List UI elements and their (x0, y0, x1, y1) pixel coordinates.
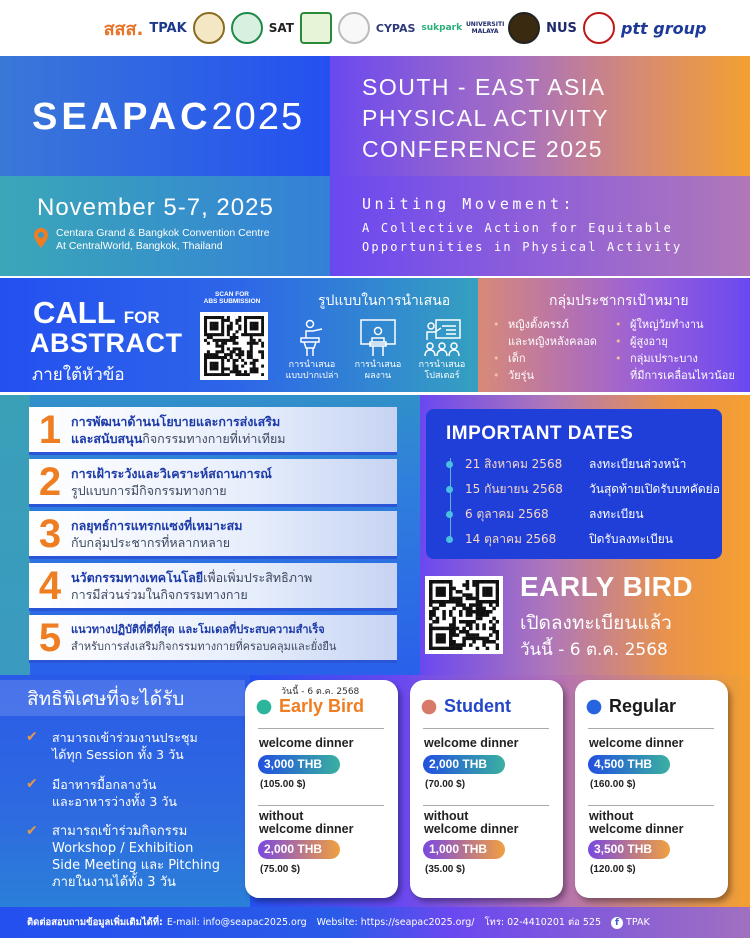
hero-date-panel (0, 176, 330, 276)
card-header: Regular (585, 696, 676, 717)
without-dinner-label: without welcome dinner (424, 809, 519, 836)
without-dinner-label: without welcome dinner (589, 809, 684, 836)
logo-sukpark: sukpark (421, 23, 463, 33)
contact-email-link[interactable]: E-mail: info@seapac2025.org (166, 917, 307, 928)
topic-text: การเฝ้าระวังและวิเคราะห์สถานการณ์ รูปแบบการมีกิจกรรมทางกาย (71, 465, 272, 498)
scan-label: SCAN FOR ABS SUBMISSION (203, 291, 261, 305)
topic-1 (29, 407, 397, 455)
divider (258, 728, 384, 729)
logo-nus: NUS (546, 20, 577, 36)
price-card-early-bird (245, 680, 398, 898)
date-event: วันสุดท้ายเปิดรับบทคัดย่อ (589, 482, 720, 496)
price-card-student (410, 680, 563, 898)
target-list-2 (612, 316, 735, 384)
with-dinner-label: welcome dinner (424, 736, 519, 750)
topic-text: แนวทางปฏิบัติที่ดีที่สุด และโมเดลที่ประสบความสำเร็จ สำหรับการส่งเสริมกิจกรรมทางกายที่ครอบคลุมและยั่งยืน (71, 622, 337, 653)
card-header: Student (420, 696, 511, 717)
location-pin-icon (34, 228, 48, 248)
with-dinner-usd: (105.00 $) (260, 779, 306, 790)
website-link[interactable]: Website: https://seapac2025.org/ (316, 917, 475, 928)
topic-number: 4 (38, 563, 62, 608)
timeline-dot (446, 486, 453, 493)
divider (588, 805, 714, 806)
conference-title: SOUTH - EAST ASIA PHYSICAL ACTIVITY CONFERENCE 2025 (362, 74, 610, 162)
date-value: 21 สิงหาคม 2568 (465, 457, 563, 471)
topic-number: 3 (38, 511, 62, 556)
divider (423, 805, 549, 806)
with-dinner-price: 4,500 THB (588, 755, 670, 774)
logo-universiti-malaya: UNIVERSITI MALAYA (465, 21, 505, 35)
early-bird-open: เปิดลงทะเบียนแล้ว (520, 612, 672, 634)
date-row (446, 480, 720, 499)
topic-number: 1 (38, 407, 62, 452)
target-item: • กลุ่มเปราะบาง (612, 350, 735, 367)
presentation-type-project: การนำเสนอ ผลงาน (350, 318, 406, 382)
without-dinner-usd: (120.00 $) (590, 864, 636, 875)
partner-logos-row (0, 0, 750, 56)
target-item: • หญิงตั้งครรภ์ (490, 316, 597, 333)
privilege-item: ✔ สามารถเข้าร่วมงานประชุม ได้ทุก Session ทั้ง 3 วัน (26, 729, 198, 762)
early-bird-note: วันนี้ - 6 ต.ค. 2568 (281, 687, 360, 697)
logo-crest (300, 12, 332, 44)
date-event: ลงทะเบียนล่วงหน้า (589, 457, 687, 471)
venue: Centara Grand & Bangkok Convention Centre At CentralWorld, Bangkok, Thailand (56, 227, 270, 252)
date-row (446, 505, 644, 524)
topic-4 (29, 563, 397, 611)
privileges-title: สิทธิพิเศษที่จะได้รับ (27, 688, 185, 710)
topic-text: การพัฒนาด้านนโยบายและการส่งเสริม และสนับสนุนกิจกรรมทางกายที่เท่าเทียม (71, 413, 286, 446)
date-event: ลงทะเบียน (589, 507, 644, 521)
target-item: และหญิงหลังคลอด (508, 335, 597, 348)
brand-title: SEAPAC2025 (32, 96, 305, 138)
logo-ptt: ptt group (620, 18, 707, 38)
logo-thaihealth: สสส. (103, 18, 144, 40)
date-row (446, 530, 673, 549)
early-bird-deadline: วันนี้ - 6 ต.ค. 2568 (520, 640, 668, 660)
qr-code-icon (204, 316, 264, 376)
qr-code-icon (429, 580, 499, 650)
target-item: • ผู้ใหญ่วัยทำงาน (612, 316, 735, 333)
logo-tpak: TPAK (149, 20, 187, 36)
burst-icon (255, 698, 273, 716)
with-dinner-price: 2,000 THB (423, 755, 505, 774)
logo-sun (338, 12, 370, 44)
card-header: Early Bird (255, 696, 364, 717)
with-dinner-usd: (160.00 $) (590, 779, 636, 790)
burst-icon (420, 698, 438, 716)
date-row (446, 455, 686, 474)
abstract-submission-qr-code[interactable] (200, 312, 268, 380)
without-dinner-price: 2,000 THB (258, 840, 340, 859)
logo-anamai (231, 12, 263, 44)
target-item: • เด็ก (490, 350, 597, 367)
event-dates: November 5-7, 2025 (37, 194, 274, 221)
price-card-regular (575, 680, 728, 898)
without-dinner-usd: (75.00 $) (260, 864, 301, 875)
without-dinner-price: 1,000 THB (423, 840, 505, 859)
logo-university-seal (508, 12, 540, 44)
abstract-heading: ABSTRACT (30, 328, 183, 358)
topic-5 (29, 615, 397, 663)
privilege-item: ✔ สามารถเข้าร่วมกิจกรรม Workshop / Exhibition Side Meeting และ Pitching ภายในงานได้ทั้ง 3 วัน (26, 823, 221, 890)
check-icon: ✔ (26, 729, 38, 745)
important-dates-title: IMPORTANT DATES (446, 423, 634, 444)
with-dinner-label: welcome dinner (589, 736, 684, 750)
theme-subtitle: A Collective Action for Equitable Opportunities in Physical Activity (362, 221, 683, 254)
contact-phone: โทร: 02-4410201 ต่อ 525 (484, 917, 602, 928)
presentation-type-oral: การนำเสนอ แบบปากเปล่า (284, 318, 340, 382)
registration-qr-code[interactable] (425, 576, 503, 654)
timeline-dot (446, 536, 453, 543)
burst-icon (585, 698, 603, 716)
topic-2 (29, 459, 397, 507)
without-dinner-price: 3,500 THB (588, 840, 670, 859)
logo-mahidol (193, 12, 225, 44)
poster-audience-icon (422, 318, 462, 358)
contact-label: ติดต่อสอบถามข้อมูลเพิ่มเติมได้ที่: (27, 917, 163, 928)
contact-footer (0, 907, 750, 938)
target-item: • ผู้สูงอายุ (612, 333, 735, 350)
topics-edge (0, 395, 30, 675)
date-value: 15 กันยายน 2568 (465, 482, 563, 496)
facebook-icon: f (611, 917, 623, 929)
topic-3 (29, 511, 397, 559)
presentation-formats-title: รูปแบบในการนำเสนอ (318, 293, 451, 309)
topic-number: 5 (38, 615, 62, 660)
date-value: 14 ตุลาคม 2568 (465, 532, 557, 546)
call-heading: CALL FOR (33, 295, 160, 330)
with-dinner-price: 3,000 THB (258, 755, 340, 774)
target-item: ที่มีการเคลื่อนไหวน้อย (630, 369, 735, 382)
presentation-board-icon (358, 318, 398, 358)
logo-upi (583, 12, 615, 44)
presentation-type-poster: การนำเสนอ โปสเตอร์ (414, 318, 470, 382)
date-event: ปิดรับลงทะเบียน (589, 532, 673, 546)
topic-number: 2 (38, 459, 62, 504)
with-dinner-usd: (70.00 $) (425, 779, 466, 790)
divider (423, 728, 549, 729)
target-list-1 (490, 316, 597, 384)
without-dinner-label: without welcome dinner (259, 809, 354, 836)
divider (258, 805, 384, 806)
timeline-dot (446, 511, 453, 518)
privilege-item: ✔ มีอาหารมื้อกลางวัน และอาหารว่างทั้ง 3 วัน (26, 776, 177, 809)
timeline-dot (446, 461, 453, 468)
logo-sat: SAT (268, 21, 294, 35)
with-dinner-label: welcome dinner (259, 736, 354, 750)
early-bird-title: EARLY BIRD (520, 571, 694, 602)
under-topics-label: ภายใต้หัวข้อ (32, 365, 125, 385)
check-icon: ✔ (26, 776, 38, 792)
target-population-title: กลุ่มประชากรเป้าหมาย (549, 293, 689, 309)
target-item: • วัยรุ่น (490, 367, 597, 384)
theme-title: Uniting Movement: (362, 195, 576, 213)
check-icon: ✔ (26, 823, 38, 839)
logo-cypas: CYPAS (375, 21, 416, 35)
date-value: 6 ตุลาคม 2568 (465, 507, 549, 521)
podium-speaker-icon (292, 318, 332, 358)
facebook-link[interactable]: TPAK (626, 917, 650, 928)
without-dinner-usd: (35.00 $) (425, 864, 466, 875)
topic-text: นวัตกรรมทางเทคโนโลยีเพื่อเพิ่มประสิทธิภาพ การมีส่วนร่วมในกิจกรรมทางกาย (71, 569, 313, 602)
divider (588, 728, 714, 729)
topic-text: กลยุทธ์การแทรกแซงที่เหมาะสม กับกลุ่มประชากรที่หลากหลาย (71, 517, 243, 550)
